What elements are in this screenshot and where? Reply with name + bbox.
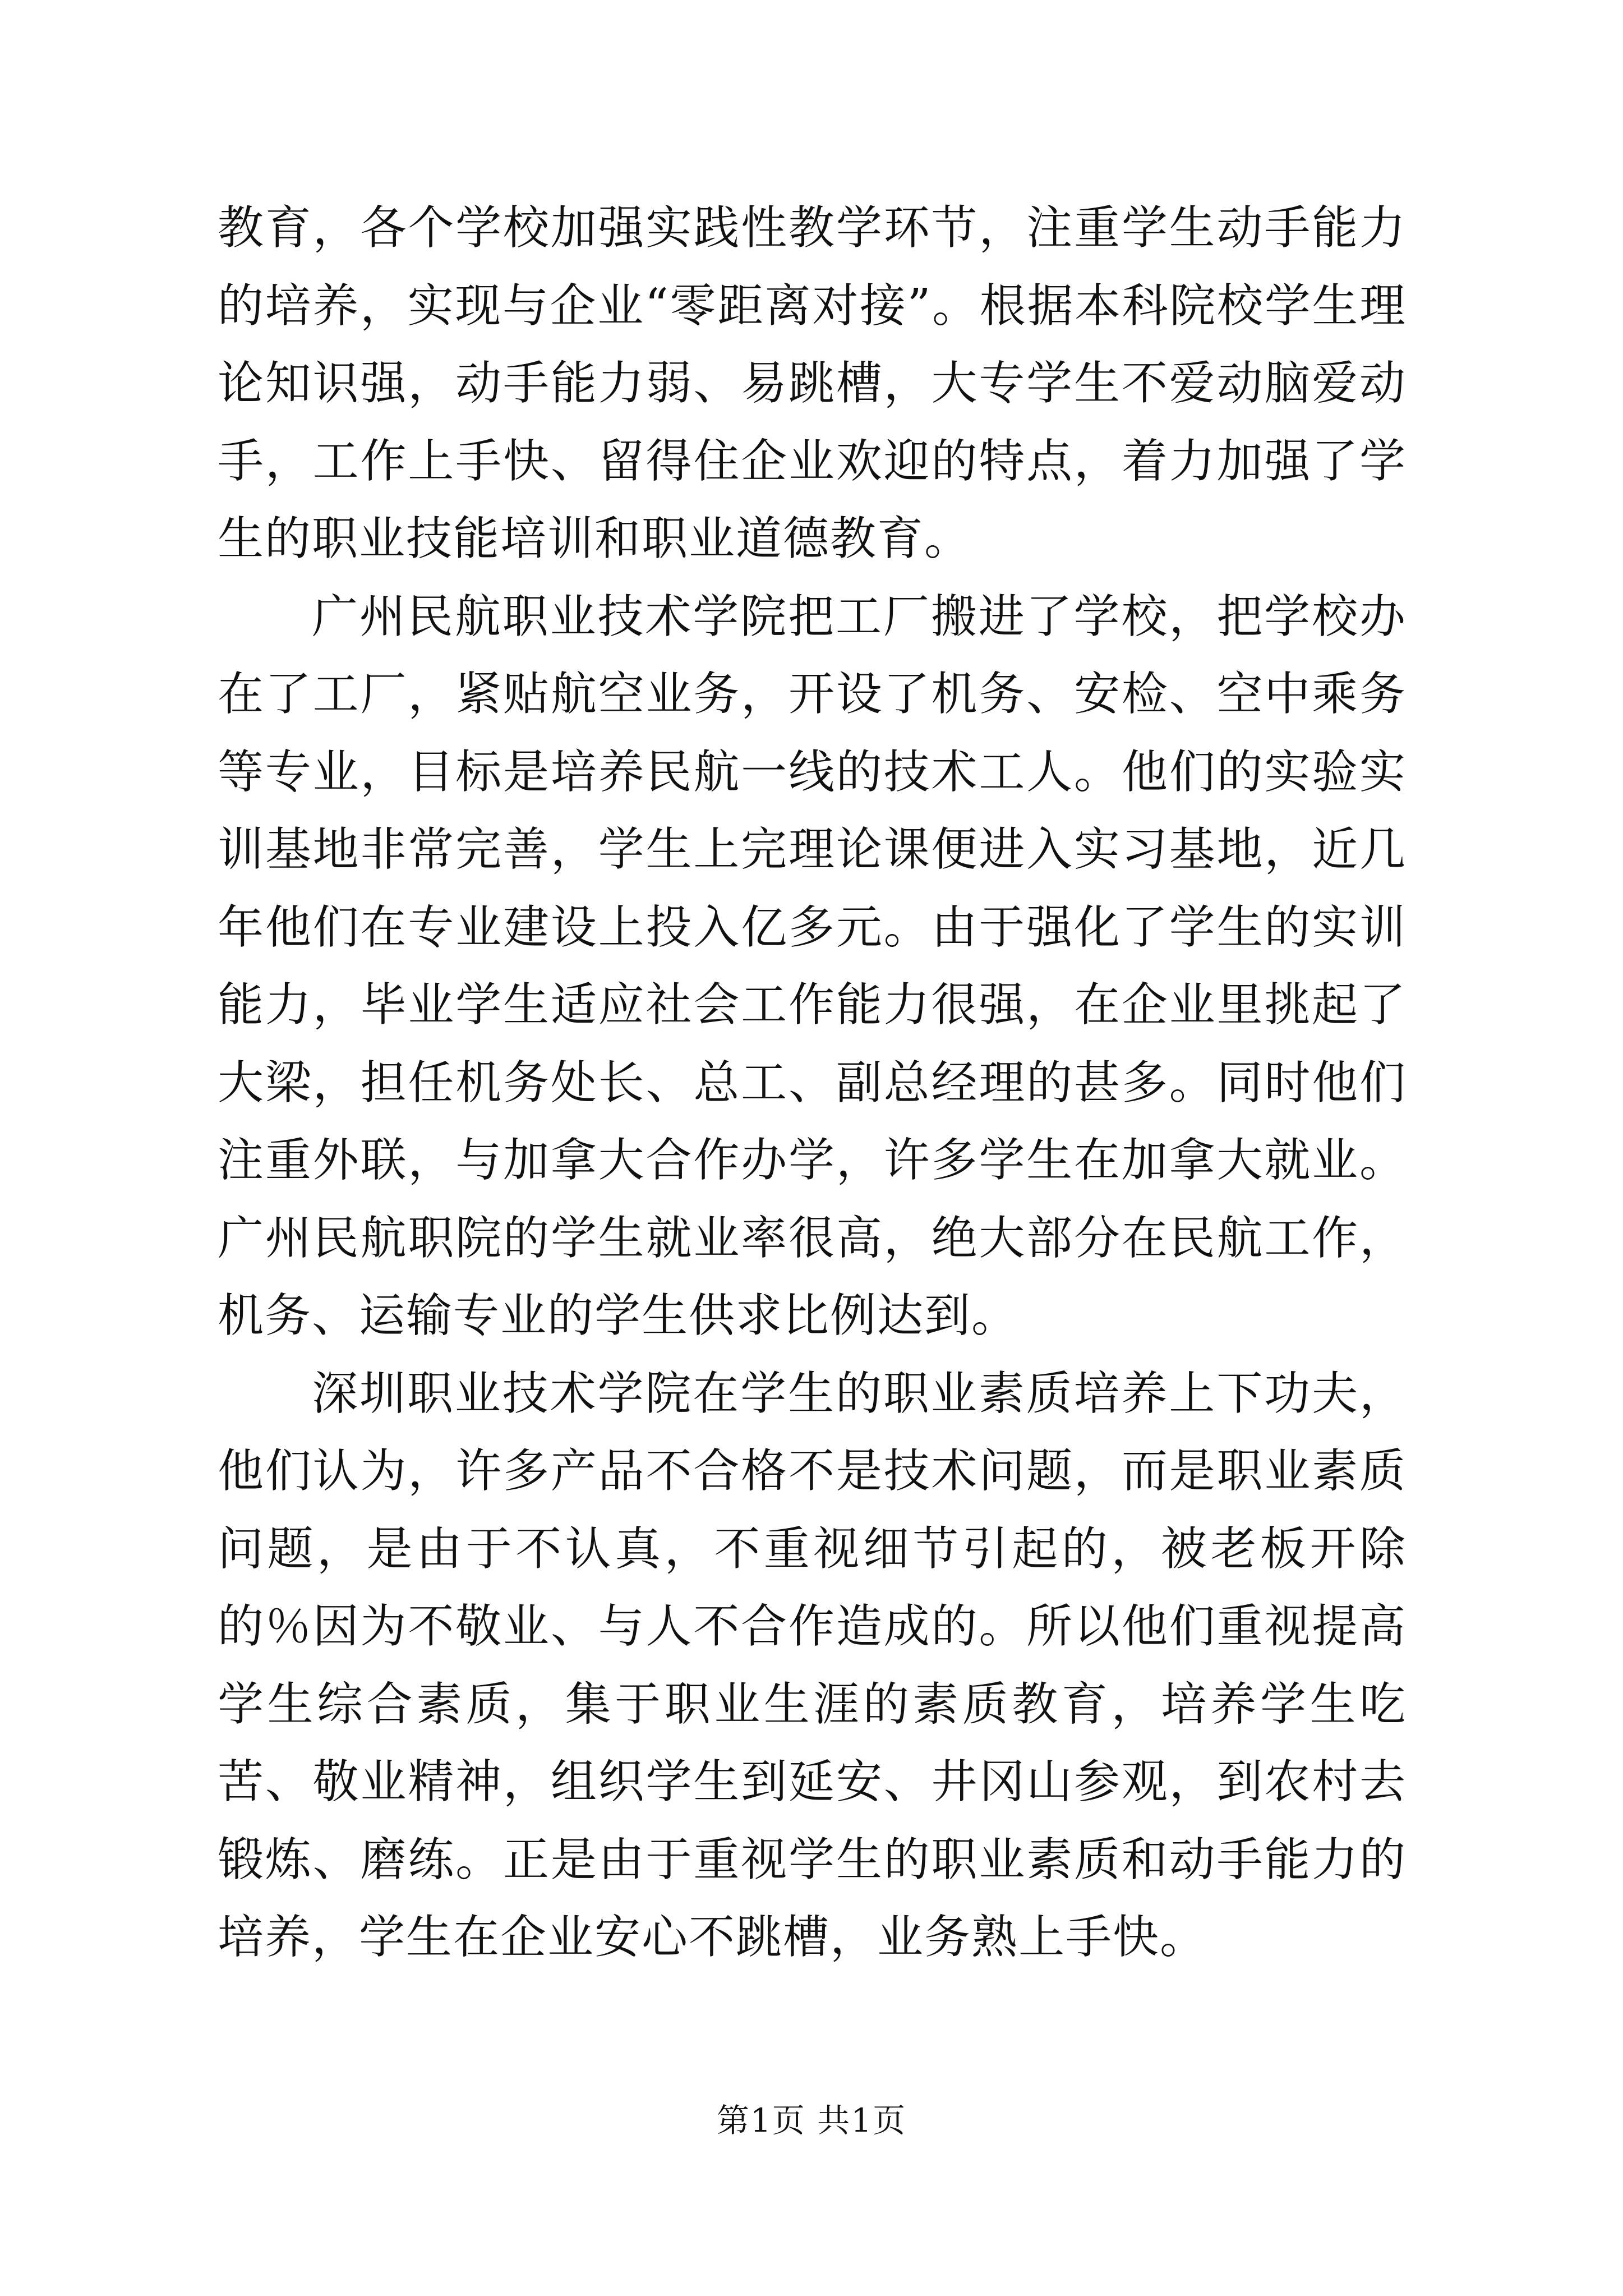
paragraph-3: 深圳职业技术学院在学生的职业素质培养上下功夫，他们认为，许多产品不合格不是技术问题，而是职业素质问题，是由于不认真，不重视细节引起的，被老板开除的％因为不敬业、与人不合作造成的。所以他们重视提高学生综合素质，集于职业生涯的素质教育，培养学生吃苦、敬业精神，组织学生到延安、井冈山参观，到农村去锻炼、磨练。正是由于重视学生的职业素质和动手能力的培养，学生在企业安心不跳槽，业务熟上手快。	[218, 1366, 1407, 1964]
page-footer: 第1页 共1页	[716, 2101, 907, 2139]
paragraph-1: 教育，各个学校加强实践性教学环节，注重学生动手能力的培养，实现与企业“零距离对接”。根据本科院校学生理论知识强，动手能力弱、易跳槽，大专学生不爱动脑爱动手，工作上手快、留得住企业欢迎的特点，着力加强了学生的职业技能培训和职业道德教育。	[218, 201, 1407, 565]
paragraph-2: 广州民航职业技术学院把工厂搬进了学校，把学校办在了工厂，紧贴航空业务，开设了机务、安检、空中乘务等专业，目标是培养民航一线的技术工人。他们的实验实训基地非常完善，学生上完理论课便进入实习基地，近几年他们在专业建设上投入亿多元。由于强化了学生的实训能力，毕业学生适应社会工作能力很强，在企业里挑起了大梁，担任机务处长、总工、副总经理的甚多。同时他们注重外联，与加拿大合作办学，许多学生在加拿大就业。广州民航职院的学生就业率很高，绝大部分在民航工作，机务、运输专业的学生供求比例达到。	[218, 590, 1407, 1342]
document-body	[218, 190, 1407, 1977]
